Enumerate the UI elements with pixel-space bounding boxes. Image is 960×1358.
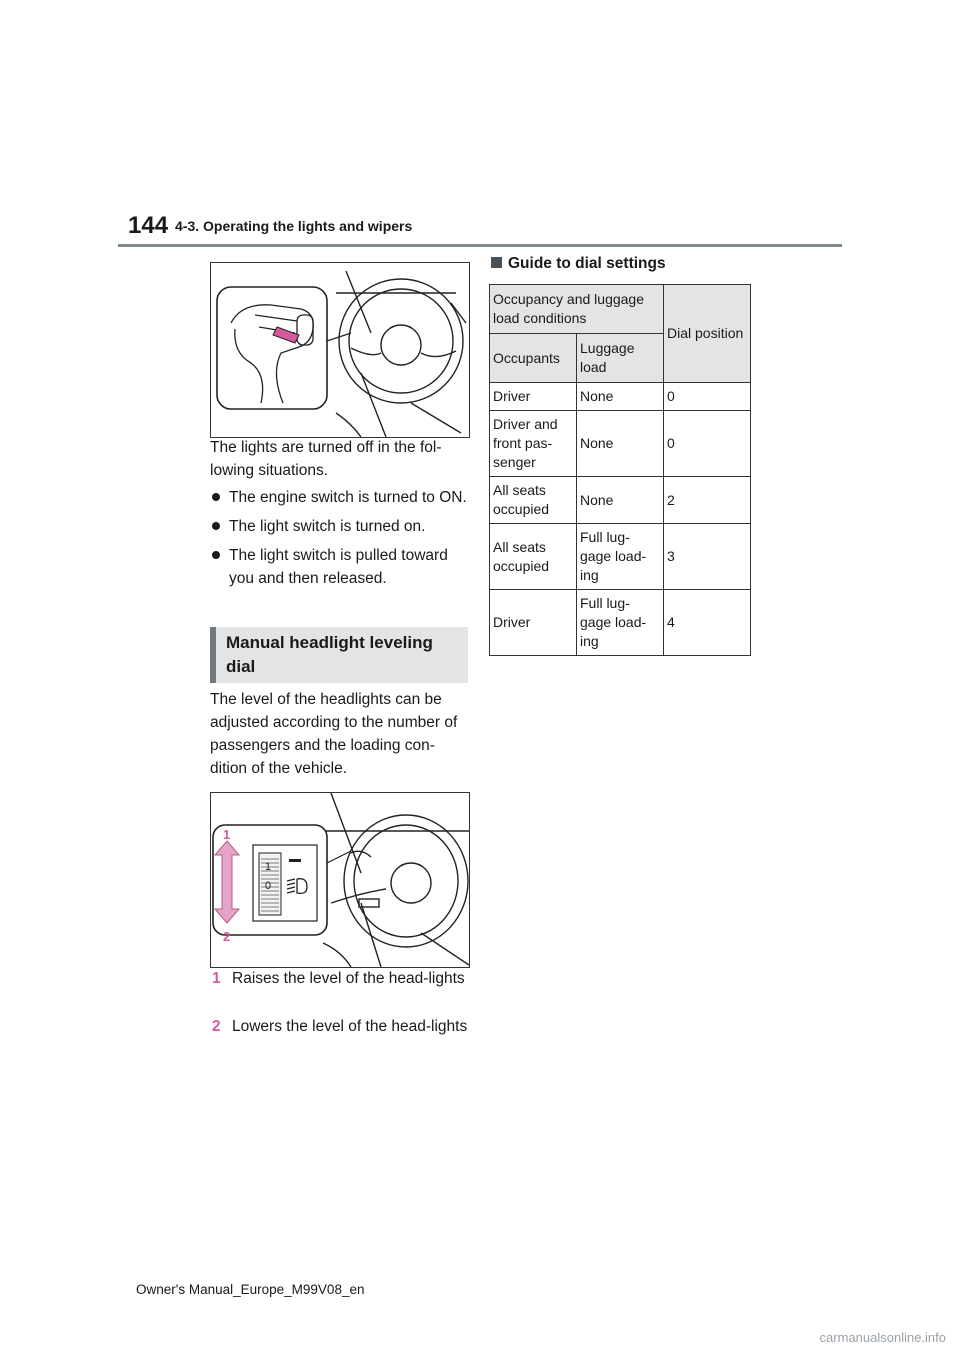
leveling-description: The level of the headlights can be adjusted according to the number of passengers and the loading con-dition of the vehicle.	[210, 691, 458, 777]
lights-off-intro: The lights are turned off in the fol-lowing situations.	[210, 439, 442, 479]
bullet-icon	[212, 522, 220, 530]
lights-off-conditions	[212, 486, 470, 592]
table-row	[490, 524, 751, 590]
square-bullet-icon	[491, 257, 502, 268]
cell-luggage: None	[577, 411, 664, 477]
cell-dial: 0	[664, 383, 751, 411]
cell-luggage: Full lug-gage load-ing	[577, 524, 664, 590]
header-dial-position: Dial position	[664, 285, 751, 383]
cell-occupants: Driver	[490, 383, 577, 411]
bullet-icon	[212, 551, 220, 559]
table-row	[490, 590, 751, 656]
dial-settings-table	[489, 284, 751, 656]
cell-dial: 4	[664, 590, 751, 656]
cell-occupants: Driver and front pas-senger	[490, 411, 577, 477]
header-occupancy: Occupancy and luggage load conditions	[490, 285, 664, 334]
legend-text: Lowers the level of the head-lights	[232, 1018, 468, 1035]
table-row	[490, 383, 751, 411]
dial-label-top: 1	[265, 861, 272, 873]
footer-document-id: Owner's Manual_Europe_M99V08_en	[136, 1282, 365, 1297]
header-occupants: Occupants	[490, 334, 577, 383]
section-title: 4-3. Operating the lights and wipers	[175, 218, 413, 234]
cell-occupants: All seats occupied	[490, 477, 577, 524]
cell-luggage: None	[577, 477, 664, 524]
cell-dial: 2	[664, 477, 751, 524]
light-switch-drawing	[211, 263, 469, 437]
cell-occupants: Driver	[490, 590, 577, 656]
dial-label-mid: 0	[265, 880, 272, 892]
table-row	[490, 411, 751, 477]
cell-luggage: Full lug-gage load-ing	[577, 590, 664, 656]
leveling-dial-drawing	[211, 793, 469, 967]
guide-heading	[491, 255, 666, 273]
table-header-row	[490, 285, 751, 334]
table-row	[490, 477, 751, 524]
section-heading-text: Manual headlight leveling dial	[226, 633, 433, 676]
legend-item-2	[212, 1015, 470, 1038]
guide-heading-text: Guide to dial settings	[508, 255, 666, 272]
bullet-icon	[212, 493, 220, 501]
list-item: The light switch is turned on.	[212, 515, 470, 538]
cell-dial: 0	[664, 411, 751, 477]
leveling-dial-illustration	[210, 792, 470, 968]
header-rule	[118, 244, 842, 247]
light-switch-illustration	[210, 262, 470, 438]
list-item: The light switch is pulled toward you and then released.	[212, 544, 470, 590]
arrow-label-down: 2	[223, 929, 231, 944]
header-luggage: Luggage load	[577, 334, 664, 383]
legend-number: 1	[212, 970, 221, 987]
page-number: 144	[128, 212, 169, 239]
arrow-label-up: 1	[223, 827, 231, 842]
cell-luggage: None	[577, 383, 664, 411]
section-heading	[210, 627, 468, 683]
cell-dial: 3	[664, 524, 751, 590]
list-item: The engine switch is turned to ON.	[212, 486, 470, 509]
legend-text: Raises the level of the head-lights	[232, 970, 465, 987]
cell-occupants: All seats occupied	[490, 524, 577, 590]
watermark: carmanualsonline.info	[819, 1330, 946, 1345]
legend-number: 2	[212, 1018, 221, 1035]
legend-item-1	[212, 967, 470, 990]
